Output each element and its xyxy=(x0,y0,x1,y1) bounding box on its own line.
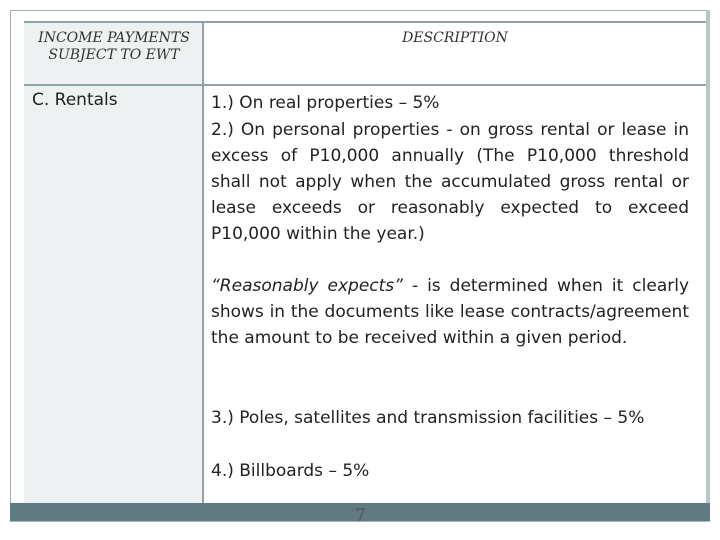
description-item-4 xyxy=(211,458,689,484)
right-edge-rule xyxy=(706,10,710,522)
header-divider xyxy=(24,84,706,86)
item-2-text: 2.) On personal properties - on gross rental or lease in excess of P10,000 annually (The P10,000 threshold shall not apply when the accumulated gross rental or lease exceeds or reasonably expected to exceed P10,000 within the year.) xyxy=(211,120,689,244)
page-number: 7 xyxy=(355,506,366,526)
description-item-3 xyxy=(211,405,689,431)
header-col1-line2: SUBJECT TO EWT xyxy=(48,47,180,63)
header-description: DESCRIPTION xyxy=(402,30,508,46)
reasonably-expects-note xyxy=(211,273,689,351)
note-term: “Reasonably expects” xyxy=(211,276,403,296)
description-item-2 xyxy=(211,117,689,247)
note-paragraph xyxy=(211,273,689,351)
header-income-payments xyxy=(24,30,204,64)
description-item-1 xyxy=(211,90,689,116)
item-3-text: 3.) Poles, satellites and transmission facilities – 5% xyxy=(211,408,645,428)
header-col1-line1: INCOME PAYMENTS xyxy=(38,30,190,46)
item-1-text: 1.) On real properties – 5% xyxy=(211,93,440,113)
row-label-rentals: C. Rentals xyxy=(32,90,118,110)
note-definition: - is determined when it clearly shows in the documents like lease contracts/agreement the amount to be received within a given period. xyxy=(211,276,690,348)
table-top-border xyxy=(24,21,706,23)
item-4-text: 4.) Billboards – 5% xyxy=(211,461,370,481)
